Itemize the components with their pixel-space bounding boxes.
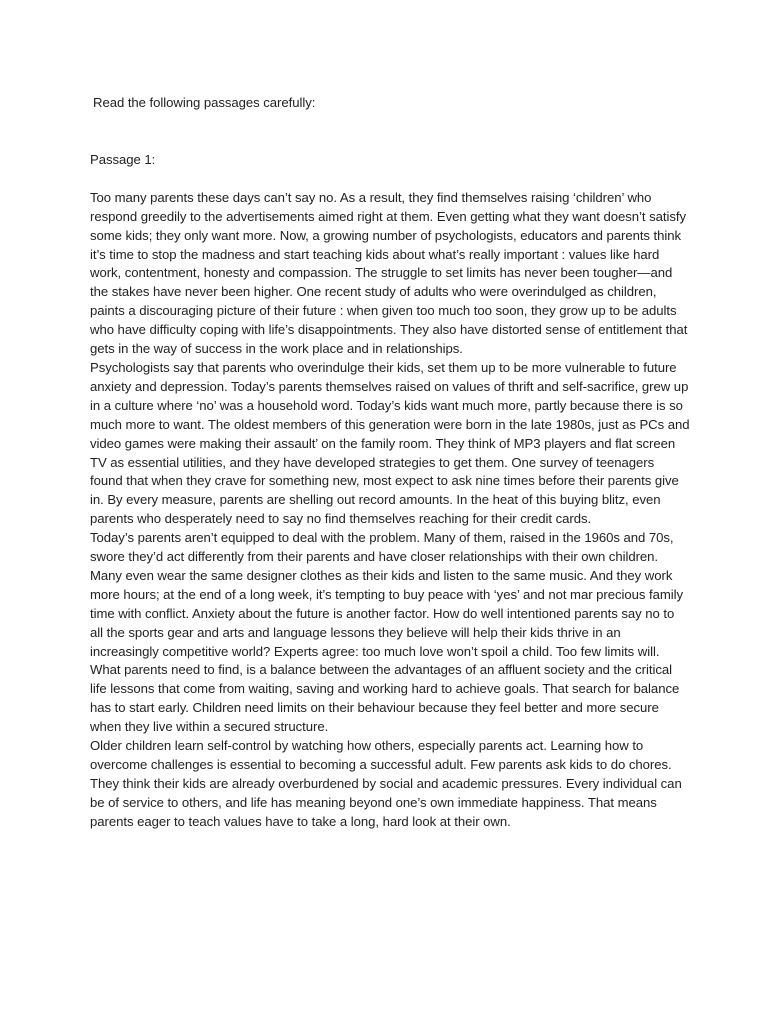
passage-paragraph-4: What parents need to find, is a balance between the advantages of an affluent society and the critical life lessons that come from waiting, saving and working hard to achieve goals. That search for balance has to start early. Children need limits on their behaviour because they feel better and more secure when they live within a secured structure. xyxy=(90,662,680,735)
passage-paragraph-5: Older children learn self-control by watching how others, especially parents act. Learning how to overcome challenges is essential to becoming a successful adult. Few parents ask kids to do chores. They think their kids are already overburdened by social and academic pressures. Every individual can be of service to others, and life has meaning beyond one’s own immediate happiness. That means parents eager to teach values have to take a long, hard look at their own. xyxy=(90,738,682,829)
passage-paragraph-3: Today’s parents aren’t equipped to deal with the problem. Many of them, raised in the 1960s and 70s, swore they’d act differently from their parents and have closer relationships with their own children. Many even wear the same designer clothes as their kids and listen to the same music. And they work more hours; at the end of a long week, it’s tempting to buy peace with ‘yes’ and not mar precious family time with conflict. Anxiety about the future is another factor. How do well intentioned parents say no to all the sports gear and arts and language lessons they believe will help their kids thrive in an increasingly competitive world? Experts agree: too much love won’t spoil a child. Too few limits will. xyxy=(90,530,684,659)
instruction-text: Read the following passages carefully: xyxy=(93,95,316,110)
passage-paragraph-1: Too many parents these days can’t say no. As a result, they find themselves raising ‘children’ who respond greedily to the advertisements aimed right at them. Even getting what they want doesn’t satisfy some kids; they only want more. Now, a growing number of psychologists, educators and parents think it’s time to stop the madness and start teaching kids about what’s really important : values like hard work, contentment, honesty and compassion. The struggle to set limits has never been tougher—and the stakes have never been higher. One recent study of adults who were overindulged as children, paints a discouraging picture of their future : when given too much too soon, they grow up to be adults who have difficulty coping with life’s disappointments. They also have distorted sense of entitlement that gets in the way of success in the work place and in relationships. xyxy=(90,189,688,357)
passage-paragraph-2: Psychologists say that parents who overindulge their kids, set them up to be more vulnerable to future anxiety and depression. Today’s parents themselves raised on values of thrift and self-sacrifice, grew up in a culture where ‘no’ was a household word. Today’s kids want much more, partly because there is so much more to want. The oldest members of this generation were born in the late 1980s, just as PCs and video games were making their assault’ on the family room. They think of MP3 players and flat screen TV as essential utilities, and they have developed strategies to get them. One survey of teenagers found that when they crave for something new, most expect to ask nine times before their parents give in. By every measure, parents are shelling out record amounts. In the heat of this buying blitz, even parents who desperately need to say no find themselves reaching for their credit cards. xyxy=(90,359,690,527)
passage-title: Passage 1: xyxy=(90,151,156,167)
document-page xyxy=(90,94,690,832)
